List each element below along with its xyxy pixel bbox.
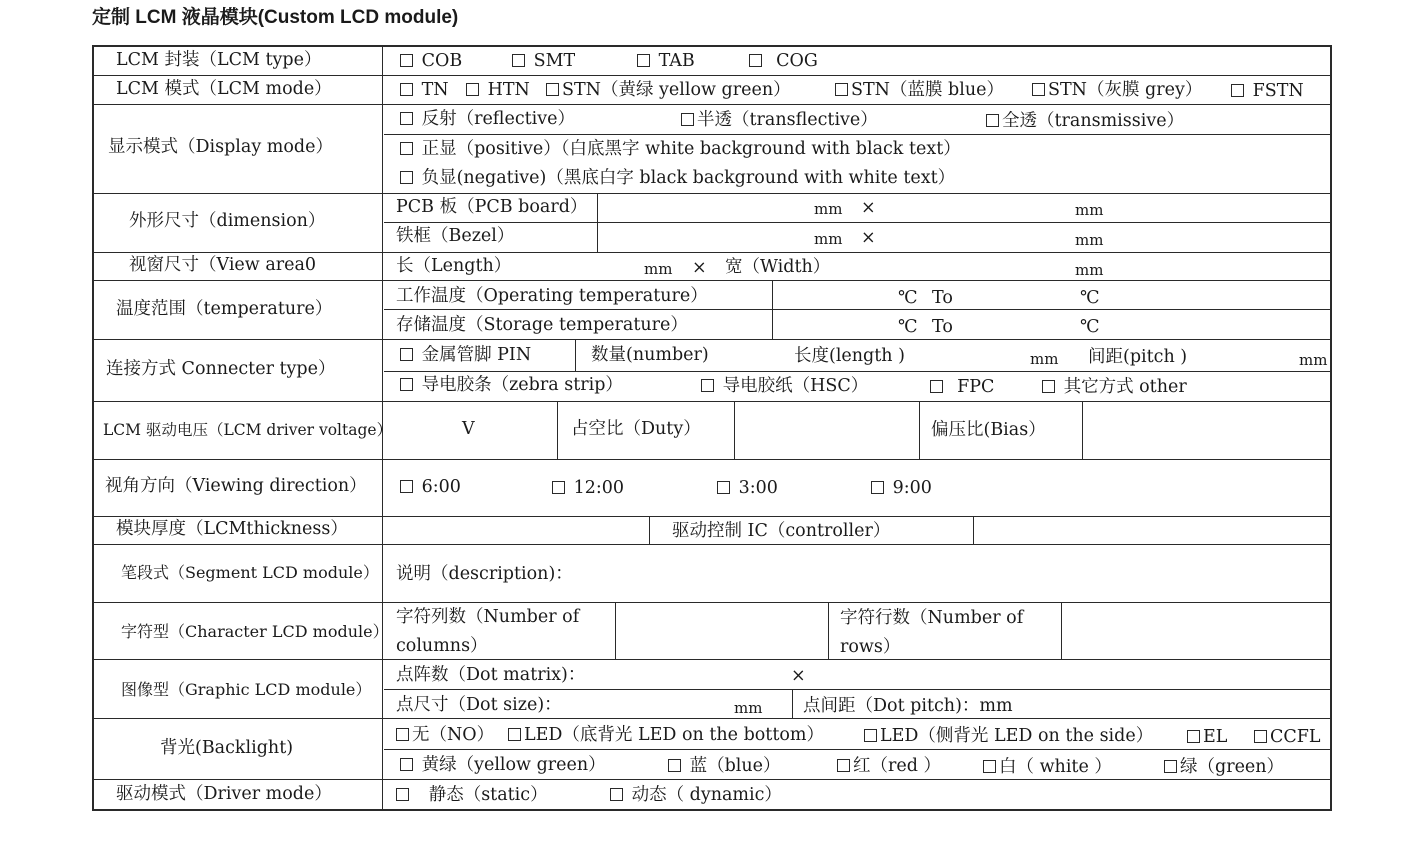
checkbox[interactable] — [396, 788, 409, 801]
lcm-mode-option-tn[interactable]: TN — [400, 79, 449, 101]
connecter-type-label: 连接方式 Connecter type） — [106, 359, 336, 379]
checkbox[interactable] — [508, 728, 521, 741]
duty-label: 占空比（Duty） — [571, 419, 701, 439]
viewing-direction-option-3[interactable]: 3:00 — [717, 477, 778, 499]
pin-pitch-unit: mm — [1299, 351, 1328, 369]
checkbox[interactable] — [400, 378, 413, 391]
controller-label: 驱动控制 IC（controller） — [672, 521, 891, 541]
view-area-label: 视窗尺寸（View area0 — [129, 255, 317, 275]
storage-max-unit: ℃ — [1080, 317, 1100, 337]
backlight-option-led-bottom[interactable]: LED（底背光 LED on the bottom） — [508, 724, 824, 746]
display-mode-option-reflective[interactable]: 反射（reflective） — [400, 108, 575, 130]
dot-size-label: 点尺寸（Dot size)： — [396, 695, 562, 715]
checkbox[interactable] — [871, 481, 884, 494]
backlight-color-blue[interactable]: 蓝（blue） — [668, 755, 781, 777]
checkbox[interactable] — [610, 788, 623, 801]
bezel-width-unit: mm — [1075, 231, 1104, 249]
dot-matrix-times-sign: × — [791, 666, 806, 686]
pcb-width-unit: mm — [1075, 201, 1104, 219]
viewing-direction-option-6[interactable]: 6:00 — [400, 476, 461, 498]
dot-size-unit: mm — [734, 699, 763, 717]
connecter-option-other[interactable]: 其它方式 other — [1042, 376, 1187, 398]
backlight-color-red[interactable]: 红（red ） — [837, 755, 941, 777]
viewing-direction-option-9[interactable]: 9:00 — [871, 477, 932, 499]
lcm-mode-label: LCM 模式（LCM mode） — [116, 79, 332, 99]
pin-pitch-label: 间距(pitch ) — [1088, 347, 1188, 367]
checkbox[interactable] — [400, 54, 413, 67]
custom-lcd-form — [92, 45, 1332, 811]
connecter-option-metal-pin[interactable]: 金属管脚 PIN — [400, 344, 531, 366]
temperature-label: 温度范围（temperature） — [116, 299, 333, 319]
operating-min-unit: ℃ — [898, 288, 918, 308]
lcm-mode-option-stn-yellow-green[interactable]: STN（黄绿 yellow green） — [546, 79, 791, 101]
character-module-label: 字符型（Character LCD module） — [121, 622, 389, 641]
storage-to-label: To — [932, 317, 953, 337]
backlight-color-yellow-green[interactable]: 黄绿（yellow green） — [400, 754, 606, 776]
bezel-length-unit: mm — [814, 230, 843, 248]
display-mode-option-positive[interactable]: 正显（positive）（白底黑字 white background with black text） — [400, 138, 961, 160]
display-mode-option-negative[interactable]: 负显(negative)（黑底白字 black background with white text） — [400, 167, 955, 189]
checkbox[interactable] — [835, 83, 848, 96]
backlight-option-el[interactable]: EL — [1187, 726, 1227, 748]
dot-matrix-label: 点阵数（Dot matrix)： — [396, 665, 586, 685]
viewing-direction-option-12[interactable]: 12:00 — [552, 477, 624, 499]
backlight-option-ccfl[interactable]: CCFL — [1254, 726, 1321, 748]
thickness-label: 模块厚度（LCMthickness） — [116, 519, 348, 539]
bezel-label: 铁框（Bezel） — [396, 226, 515, 246]
view-width-unit: mm — [1075, 261, 1104, 279]
backlight-color-green[interactable]: 绿（green） — [1164, 756, 1284, 778]
operating-to-label: To — [932, 288, 953, 308]
checkbox[interactable] — [1187, 730, 1200, 743]
checkbox[interactable] — [668, 759, 681, 772]
page-title: 定制 LCM 液晶模块(Custom LCD module) — [92, 7, 459, 28]
viewing-direction-label: 视角方向（Viewing direction） — [105, 476, 367, 496]
pcb-board-label: PCB 板（PCB board） — [396, 197, 588, 217]
backlight-option-none[interactable]: 无（NO） — [396, 724, 494, 746]
dimension-label: 外形尺寸（dimension） — [129, 211, 326, 231]
pcb-length-unit: mm — [814, 200, 843, 218]
lcm-mode-option-htn[interactable]: HTN — [466, 79, 530, 101]
checkbox[interactable] — [546, 83, 559, 96]
bezel-times-sign: × — [861, 228, 876, 248]
driver-voltage-label: LCM 驱动电压（LCM driver voltage） — [103, 421, 393, 439]
connecter-option-zebra-strip[interactable]: 导电胶条（zebra strip） — [400, 374, 623, 396]
checkbox[interactable] — [983, 760, 996, 773]
checkbox[interactable] — [552, 481, 565, 494]
driver-mode-option-dynamic[interactable]: 动态（ dynamic） — [610, 784, 782, 806]
pin-length-unit: mm — [1030, 350, 1059, 368]
pin-number-label: 数量(number) — [591, 345, 709, 365]
lcm-type-option-tab[interactable]: TAB — [637, 50, 695, 72]
segment-module-label: 笔段式（Segment LCD module） — [121, 563, 379, 582]
storage-temperature-label: 存储温度（Storage temperature） — [396, 315, 688, 335]
bias-label: 偏压比(Bias） — [931, 420, 1046, 440]
driver-mode-option-static[interactable]: 静态（static） — [396, 784, 548, 806]
graphic-module-label: 图像型（Graphic LCD module） — [121, 680, 372, 699]
voltage-unit: V — [462, 419, 475, 439]
checkbox[interactable] — [864, 729, 877, 742]
pcb-times-sign: × — [861, 198, 876, 218]
pin-length-label: 长度(length ) — [794, 346, 905, 366]
checkbox[interactable] — [1231, 84, 1244, 97]
lcm-mode-option-stn-grey[interactable]: STN（灰膜 grey） — [1032, 79, 1202, 101]
lcm-mode-option-fstn[interactable]: FSTN — [1231, 80, 1304, 102]
checkbox[interactable] — [400, 171, 413, 184]
backlight-option-led-side[interactable]: LED（侧背光 LED on the side） — [864, 725, 1153, 747]
columns-label-line1: 字符列数（Number of — [396, 607, 580, 627]
storage-min-unit: ℃ — [898, 317, 918, 337]
backlight-label: 背光(Backlight) — [160, 738, 294, 758]
description-label: 说明（description)： — [396, 564, 573, 584]
checkbox[interactable] — [400, 758, 413, 771]
checkbox[interactable] — [1164, 760, 1177, 773]
view-length-label: 长（Length） — [396, 256, 512, 276]
checkbox[interactable] — [466, 83, 479, 96]
operating-temperature-label: 工作温度（Operating temperature） — [396, 286, 708, 306]
checkbox[interactable] — [400, 348, 413, 361]
display-mode-option-transmissive[interactable]: 全透（transmissive） — [986, 110, 1184, 132]
view-length-unit: mm — [644, 260, 673, 278]
connecter-option-fpc[interactable]: FPC — [930, 376, 994, 398]
dot-pitch-label: 点间距（Dot pitch)：mm — [803, 696, 1013, 716]
checkbox[interactable] — [701, 379, 714, 392]
lcm-type-option-smt[interactable]: SMT — [512, 50, 575, 72]
checkbox[interactable] — [930, 380, 943, 393]
checkbox[interactable] — [1042, 380, 1055, 393]
checkbox[interactable] — [1032, 83, 1045, 96]
view-times-sign: × — [692, 258, 707, 278]
connecter-option-hsc[interactable]: 导电胶纸（HSC） — [701, 375, 868, 397]
checkbox[interactable] — [1254, 730, 1267, 743]
checkbox[interactable] — [637, 54, 650, 67]
lcm-type-option-cob[interactable]: COB — [400, 50, 462, 72]
checkbox[interactable] — [681, 113, 694, 126]
operating-max-unit: ℃ — [1080, 288, 1100, 308]
driver-mode-label: 驱动模式（Driver mode） — [116, 784, 332, 804]
lcm-type-label: LCM 封装（LCM type） — [116, 50, 322, 70]
checkbox[interactable] — [837, 759, 850, 772]
checkbox[interactable] — [749, 54, 762, 67]
checkbox[interactable] — [396, 728, 409, 741]
checkbox[interactable] — [986, 114, 999, 127]
checkbox[interactable] — [512, 54, 525, 67]
view-width-label: 宽（Width） — [725, 257, 831, 277]
checkbox[interactable] — [400, 480, 413, 493]
columns-label-line2: columns） — [396, 636, 488, 656]
rows-label-line2: rows） — [840, 637, 901, 657]
lcm-type-option-cog[interactable]: COG — [749, 50, 818, 72]
checkbox[interactable] — [400, 83, 413, 96]
backlight-color-white[interactable]: 白（ white ） — [983, 756, 1112, 778]
lcm-mode-option-stn-blue[interactable]: STN（蓝膜 blue） — [835, 79, 1004, 101]
rows-label-line1: 字符行数（Number of — [840, 608, 1024, 628]
checkbox[interactable] — [717, 481, 730, 494]
display-mode-option-transflective[interactable]: 半透（transflective） — [681, 109, 878, 131]
checkbox[interactable] — [400, 142, 413, 155]
display-mode-label: 显示模式（Display mode） — [108, 137, 333, 157]
checkbox[interactable] — [400, 112, 413, 125]
